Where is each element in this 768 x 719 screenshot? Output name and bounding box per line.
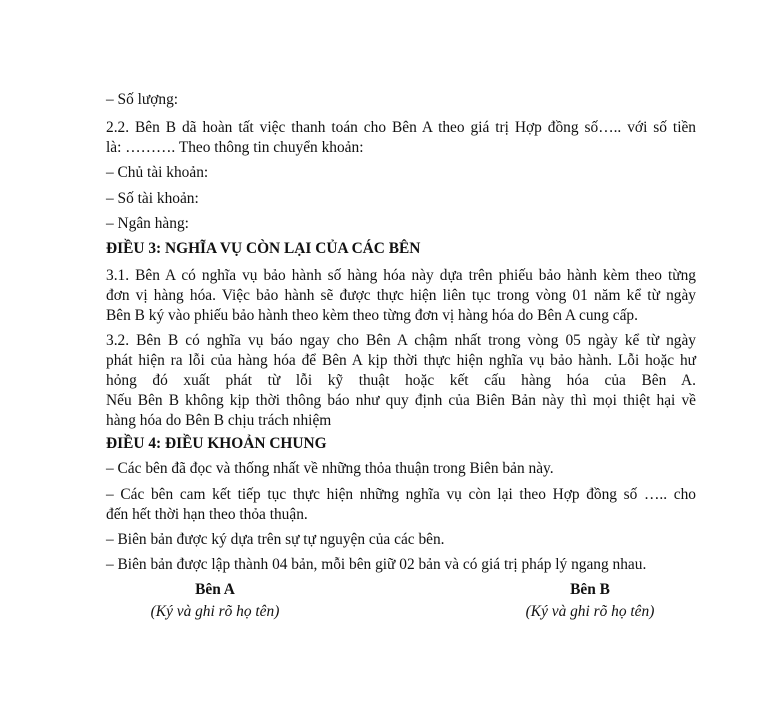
party-b-title: Bên B — [570, 581, 610, 598]
paragraph-3-2-line-3: hỏng đó xuất phát từ lỗi kỹ thuật hoặc kết cấu hàng hóa của Bên A. — [106, 372, 696, 389]
paragraph-2-2-line-2: là: ………. Theo thông tin chuyển khoản: — [106, 139, 364, 156]
quantity-line: – Số lượng: — [106, 91, 179, 108]
general-clause-1: – Các bên đã đọc và thống nhất về những thỏa thuận trong Biên bản này. — [106, 460, 554, 477]
general-clause-4: – Biên bản được lập thành 04 bản, mỗi bên giữ 02 bản và có giá trị pháp lý ngang nhau. — [106, 556, 647, 573]
party-a-sign-note: (Ký và ghi rõ họ tên) — [150, 603, 280, 620]
paragraph-3-2-line-4: Nếu Bên B không kịp thời thông báo như quy định của Biên Bản này thì mọi thiệt hại về — [106, 392, 696, 409]
account-holder-line: – Chủ tài khoản: — [106, 164, 209, 181]
paragraph-3-2-line-5: hàng hóa do Bên B chịu trách nhiệm — [106, 412, 332, 429]
article-3-heading: ĐIỀU 3: NGHĨA VỤ CÒN LẠI CỦA CÁC BÊN — [106, 240, 421, 257]
paragraph-3-1-line-3: Bên B ký vào phiếu bảo hành theo kèm theo từng đơn vị hàng hóa do Bên A cung cấp. — [106, 307, 638, 324]
paragraph-3-1-line-1: 3.1. Bên A có nghĩa vụ bảo hành số hàng hóa này dựa trên phiếu bảo hành kèm theo từng — [106, 267, 696, 284]
signature-party-a — [105, 580, 325, 622]
general-clause-2-line-1: – Các bên cam kết tiếp tục thực hiện những nghĩa vụ còn lại theo Hợp đồng số ….. cho — [106, 486, 696, 503]
signature-party-b — [480, 580, 700, 622]
bank-line: – Ngân hàng: — [106, 215, 189, 232]
party-a-title: Bên A — [195, 581, 235, 598]
general-clause-2-line-2: đến hết thời hạn theo thỏa thuận. — [106, 506, 308, 523]
paragraph-3-1-line-2: đơn vị hàng hóa. Việc bảo hành sẽ được thực hiện liên tục trong vòng 01 năm kể từ ngày — [106, 287, 696, 304]
party-b-sign-note: (Ký và ghi rõ họ tên) — [525, 603, 655, 620]
paragraph-3-2-line-1: 3.2. Bên B có nghĩa vụ báo ngay cho Bên A chậm nhất trong vòng 05 ngày kể từ ngày — [106, 332, 696, 349]
account-number-line: – Số tài khoản: — [106, 190, 199, 207]
article-4-heading: ĐIỀU 4: ĐIỀU KHOẢN CHUNG — [106, 435, 327, 452]
paragraph-2-2-line-1: 2.2. Bên B dã hoàn tất việc thanh toán cho Bên A theo giá trị Hợp đồng số….. với số tiền — [106, 119, 696, 136]
general-clause-3: – Biên bản được ký dựa trên sự tự nguyện của các bên. — [106, 531, 445, 548]
paragraph-3-2-line-2: phát hiện ra lỗi của hàng hóa để Bên A kịp thời thực hiện nghĩa vụ bảo hành. Lỗi hoặc hư — [106, 352, 696, 369]
